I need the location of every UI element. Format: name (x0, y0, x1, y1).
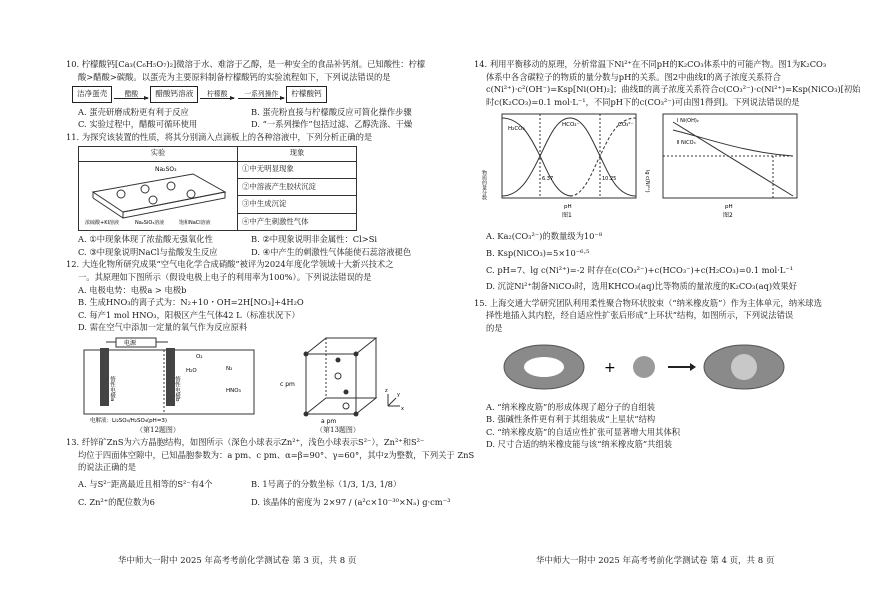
flow-step-calcium-acetate: 醋酸钙溶液 (150, 86, 198, 103)
q14-stem-line3: c(Ni²⁺)·c²(OH⁻)=Ksp[Ni(OH)₂]；曲线Ⅱ的离子浓度关系符合c(CO₃²⁻)·c(Ni²⁺)=Ksp(NiCO₃)[初始 (486, 84, 861, 95)
q15-option-b: B. 强碱性条件更有利于其组装成“上星状”结构 (486, 414, 656, 425)
q11-option-a: A. ①中现象体现了浓盐酸无强氧化性 (78, 234, 213, 245)
q11-option-c: C. ③中现象说明NaCl与盐酸发生反应 (78, 246, 218, 257)
q13-options-ab (66, 478, 424, 491)
svg-text:HNO₃: HNO₃ (226, 387, 241, 394)
q10-option-d: D. “一系列操作”包括过滤、乙醇洗涤、干燥 (251, 119, 413, 130)
q13-figure-caption: （第13题图） (316, 425, 360, 434)
svg-text:N₂: N₂ (226, 365, 233, 372)
svg-text:pH: pH (564, 204, 572, 211)
left-column (66, 58, 475, 509)
q11-header-experiment: 实验 (79, 146, 238, 161)
q13-option-a: A. 与S²⁻距离最近且相等的S²⁻有4个 (78, 478, 213, 489)
q12-figure-caption: （第12题图） (136, 425, 180, 434)
q14-option-b: B. Ksp(NiCO₃)=5×10⁻⁶·⁵ (486, 247, 590, 258)
svg-text:lg c(Ni²⁺): lg c(Ni²⁺) (644, 170, 650, 193)
svg-text:图1: 图1 (562, 212, 572, 220)
svg-text:c pm: c pm (280, 380, 295, 388)
svg-text:x: x (401, 405, 404, 412)
svg-text:图2: 图2 (723, 212, 733, 220)
q14-stem-line1: 14. 利用平衡移动的原理，分析常温下Ni²⁺在不同pH的K₂CO₃体系中的可能产物。图1为K₂CO₃ (474, 59, 827, 69)
q14-option-d: D. 沉淀Ni²⁺制备NiCO₃时，选用KHCO₃(aq)比等物质的量浓度的K₂CO₃(aq)效果好 (486, 281, 797, 292)
q15-stem-line2: 择性地插入其内腔，经自适应性扩张后形成“上环状”结构，如图所示，下列说法错误 (486, 310, 794, 321)
svg-text:H₂CO₃: H₂CO₃ (508, 126, 525, 133)
q10-option-a: A. 蛋壳研磨成粉更有利于反应 (78, 106, 189, 117)
q10-option-b: B. 蛋壳粉直接与柠檬酸反应可简化操作步骤 (251, 106, 412, 117)
svg-text:电源: 电源 (124, 339, 137, 347)
svg-text:Ⅱ NiCO₃: Ⅱ NiCO₃ (677, 140, 696, 147)
q11-header-phenomenon: 现象 (238, 146, 357, 161)
q11-phenomenon-4: ④中产生刺激性气体 (238, 213, 357, 230)
right-page-footer: 华中师大一附中 2025 年高考考前化学测试卷 第 4 页，共 8 页 (536, 556, 775, 566)
svg-text:10.25: 10.25 (602, 176, 617, 183)
q10-options-cd (66, 118, 424, 131)
q15-option-d: D. 尺寸合适的纳米橡皮能与该“纳米橡皮筋”共组装 (486, 439, 673, 450)
q11-option-b: B. ②中现象说明非金属性：Cl>Si (251, 234, 378, 245)
flow-arrow-2: 柠檬酸 (198, 90, 236, 99)
q11-table (78, 146, 357, 232)
left-page-footer: 华中师大一附中 2025 年高考考前化学测试卷 第 3 页，共 8 页 (118, 556, 357, 566)
svg-text:+: + (604, 359, 616, 376)
q11-stem: 11. 为探究该装置的性质，将其分别滴入点滴板上的各种溶液中，下列分析正确的是 (66, 131, 373, 142)
q14-stem-line2: 体系中各含碳粒子的物质的量分数与pH的关系。图2中曲线Ⅰ的离子浓度关系符合 (486, 71, 781, 82)
q14-option-a: A. Ka₂(CO₃²⁻)的数量级为10⁻⁸ (486, 231, 603, 242)
q10-stem-line2: 酸>醋酸>碳酸。以蛋壳为主要原料制备柠檬酸钙的实验流程如下，下列说法错误的是 (78, 71, 391, 82)
svg-text:O₂: O₂ (196, 353, 203, 360)
q15-assembly-figure (494, 339, 804, 397)
svg-text:6.37: 6.37 (542, 176, 554, 183)
q15-option-a: A. “纳米橡皮筋”的形成体现了超分子的自组装 (486, 401, 656, 412)
q10-stem-line1: 10. 柠檬酸钙[Ca₃(C₆H₅O₇)₂]微溶于水、难溶于乙醇，是一种安全的食品补钙剂。已知酸性：柠檬 (66, 59, 426, 69)
q14-figures (482, 110, 804, 228)
q12-stem-line2: 一。其原理如下图所示（假设电极上电子的利用率为100%）。下列说法错误的是 (78, 271, 372, 282)
svg-text:pH: pH (725, 204, 733, 211)
svg-text:y: y (397, 391, 400, 398)
q15-stem-line1: 15. 上海交通大学研究团队利用柔性聚合物环状胶束（“纳米橡皮筋”）作为主体单元，纳米球选 (474, 297, 822, 308)
label-ki: 浓硫酸+KI溶液 (85, 219, 119, 226)
q13-option-d: D. 该晶体的密度为 2×97 / (a²c×10⁻³⁰×Nₐ) g·cm⁻³ (251, 497, 451, 508)
svg-text:HCO₃⁻: HCO₃⁻ (562, 122, 580, 129)
q10-option-c: C. 实验过程中，醋酸可循环使用 (78, 119, 198, 130)
q11-phenomenon-2: ②中溶液产生胶状沉淀 (238, 178, 357, 195)
q11-phenomenon-1: ①中无明显现象 (238, 161, 357, 178)
svg-text:惰性电极a: 惰性电极a (109, 375, 115, 402)
q14-figure-1 (482, 110, 643, 228)
q13-stem-line2: 均位于四面体空隙中，已知晶胞参数为：a pm、c pm、α=β=90°、γ=60°，其中z为整数，下列关于 ZnS (78, 449, 475, 460)
label-na2sio3: Na₂SiO₃溶液 (135, 219, 165, 226)
label-nacl: 饱和NaCl溶液 (179, 219, 211, 226)
q12-option-a: A. 电极电势：电极a > 电极b (78, 284, 187, 295)
q12-option-b: B. 生成HNO₃的离子式为：N₂+10・OH=2H[NO₃]+4H₂O (78, 297, 304, 308)
q12-stem-line1: 12. 大连化物所研究成果“空气电化学合成硝酸”被评为2024年度化学领域十大新兴技术之 (66, 259, 394, 270)
q15-stem-line3: 的是 (486, 322, 503, 333)
q12-option-d: D. 需在空气中添加一定量的氧气作为反应原料 (78, 322, 248, 333)
q11-option-d: D. ④中产生的刺激性气体能使石蕊溶液褪色 (251, 246, 412, 257)
svg-text:a pm: a pm (321, 417, 337, 425)
q14-stem-line4: 时c(K₂CO₃)=0.1 mol·L⁻¹，不同pH下的c(CO₃²⁻)可由图1得到]。下列说法错误的是 (486, 96, 800, 107)
flow-step-calcium-citrate: 柠檬酸钙 (286, 86, 326, 103)
q13-stem-line3: 的说法正确的是 (78, 462, 137, 473)
svg-text:物质的量分数: 物质的量分数 (481, 170, 487, 201)
q13-options-cd (66, 496, 451, 509)
flow-arrow-1: 醋酸 (112, 90, 150, 99)
svg-text:惰性电极b: 惰性电极b (174, 375, 180, 402)
q13-crystal-figure (276, 336, 416, 436)
q11-phenomenon-3: ③中生成沉淀 (238, 196, 357, 213)
svg-text:H₂O: H₂O (186, 367, 197, 374)
flow-arrow-3: 一系列操作 (236, 90, 286, 99)
q12-q13-figures (76, 336, 424, 436)
q13-option-c: C. Zn²⁺的配位数为6 (78, 497, 155, 508)
q11-options-cd (66, 246, 424, 259)
svg-text:CO₃²⁻: CO₃²⁻ (618, 122, 634, 129)
q12-option-c: C. 每产1 mol HNO₃，阳极区产生气体42 L（标准状况下） (78, 309, 300, 320)
label-na2so3: Na₂SO₃ (155, 165, 177, 173)
q13-option-b: B. 1号离子的分数坐标（1/3, 1/3, 1/8） (251, 478, 402, 489)
q10-flowchart (72, 86, 424, 103)
q11-options-ab (66, 233, 424, 246)
svg-text:z: z (385, 387, 388, 394)
q15-option-c: C. “纳米橡皮筋”的自适应性扩张可显著增大用其体积 (486, 426, 681, 437)
q14-option-c: C. pH=7、lg c(Ni²⁺)=-2 时存在c(CO₃²⁻)+c(HCO₃⁻)+c(H₂CO₃)=0.1 mol·L⁻¹ (486, 264, 794, 275)
flow-step-eggshell: 洁净蛋壳 (72, 86, 112, 103)
svg-text:Ⅰ Ni(OH)₂: Ⅰ Ni(OH)₂ (677, 118, 699, 125)
q11-spot-plate-figure (79, 161, 238, 231)
right-column (474, 58, 861, 451)
q12-electrolysis-figure (76, 336, 276, 436)
svg-text:电解液：Li₂SO₄/H₂SO₄(pH=3): 电解液：Li₂SO₄/H₂SO₄(pH=3) (90, 417, 168, 424)
q14-figure-2 (643, 110, 804, 228)
q10-options-ab (66, 106, 424, 119)
q13-stem-line1: 13. 纤锌矿ZnS为六方晶胞结构，如图所示（深色小球表示Zn²⁺，浅色小球表示S²⁻），Zn²⁺和S²⁻ (66, 436, 425, 447)
